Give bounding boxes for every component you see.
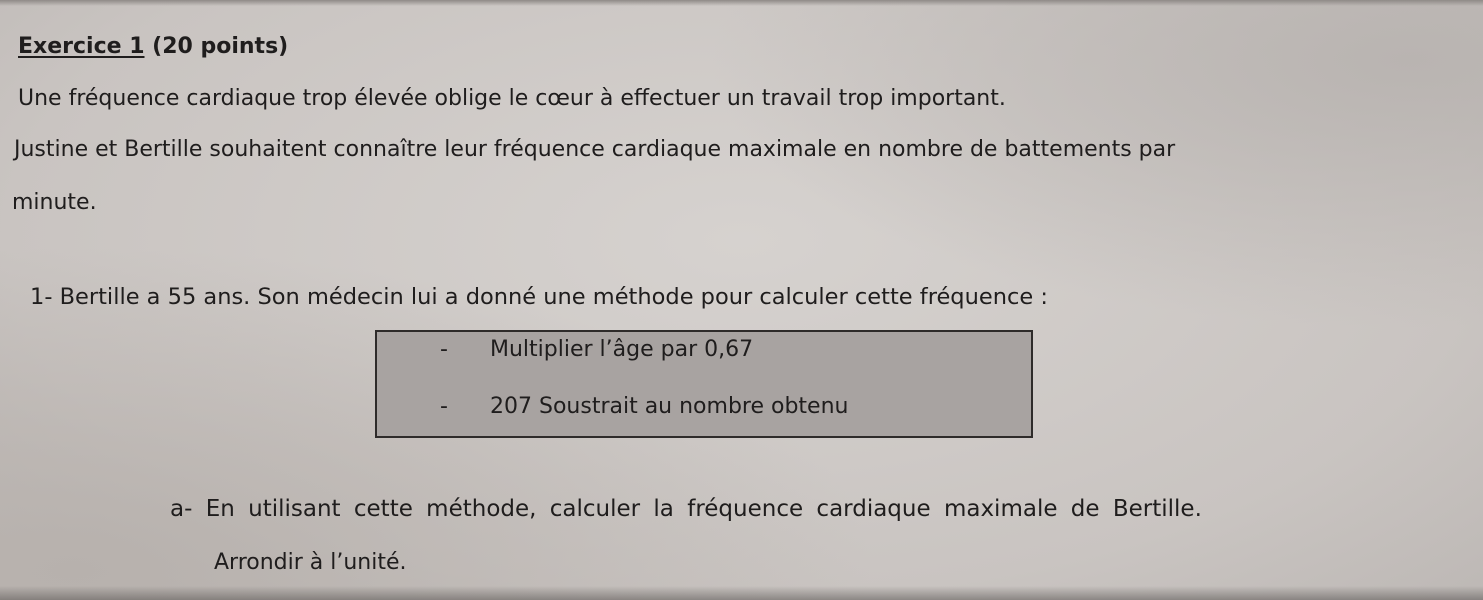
page-bottom-shadow xyxy=(0,586,1483,600)
exercise-title xyxy=(18,34,288,59)
question-1: 1- Bertille a 55 ans. Son médecin lui a donné une méthode pour calculer cette fréquence : xyxy=(30,284,1048,310)
method-step-2-text: 207 Soustrait au nombre obtenu xyxy=(490,394,849,419)
question-1a: a- En utilisant cette méthode, calculer la fréquence cardiaque maximale de Bertille. xyxy=(170,496,1202,522)
method-step-1-bullet: - xyxy=(440,337,448,362)
intro-line-2: Justine et Bertille souhaitent connaître leur fréquence cardiaque maximale en nombre de battements par xyxy=(14,137,1176,162)
intro-line-1: Une fréquence cardiaque trop élevée oblige le cœur à effectuer un travail trop important. xyxy=(18,86,1006,111)
exercise-points: (20 points) xyxy=(144,34,289,59)
method-step-2-bullet: - xyxy=(440,394,448,419)
paper-top-edge xyxy=(0,0,1483,6)
method-step-1-text: Multiplier l’âge par 0,67 xyxy=(490,337,754,362)
question-1a-instruction: Arrondir à l’unité. xyxy=(214,550,407,575)
intro-line-3: minute. xyxy=(12,190,97,215)
exercise-title-label: Exercice 1 xyxy=(18,34,145,59)
